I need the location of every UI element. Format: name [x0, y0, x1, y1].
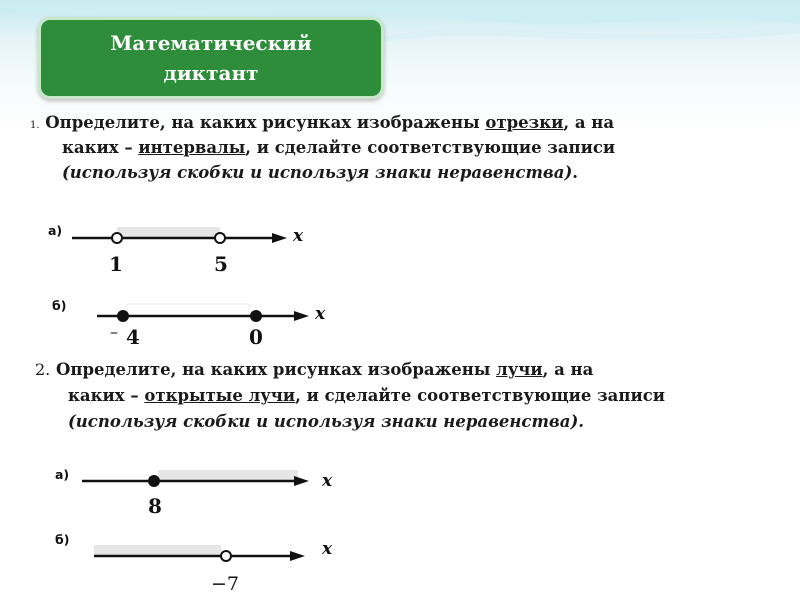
- task-1-italic-note: (используя скобки и используя знаки неравенства): [62, 163, 573, 182]
- figure-2b-label: б): [55, 532, 70, 547]
- minus-sign: –: [110, 322, 118, 341]
- value-1: 1: [109, 252, 123, 276]
- task-2-text-b: , а на: [542, 360, 594, 379]
- title-line-1: Математический: [110, 31, 312, 55]
- closed-point-8: [148, 475, 160, 487]
- open-point-minus-7: [221, 551, 231, 561]
- task-2-italic-note: (используя скобки и используя знаки неравенства).: [68, 412, 585, 431]
- axis-label-x-1b: x: [315, 304, 326, 324]
- ray-shading-2b: [94, 545, 221, 556]
- task-1-text-b: , а на: [563, 113, 615, 132]
- task-2-text-c: каких –: [68, 386, 145, 405]
- value-0: 0: [249, 325, 263, 349]
- value-5: 5: [214, 252, 228, 276]
- task-1-text-a: Определите, на каких рисунках изображены: [45, 113, 486, 132]
- open-point-5: [215, 233, 225, 243]
- task-1-text-c: каких –: [62, 138, 139, 157]
- ray-shading-2a: [158, 470, 298, 481]
- figure-1a-label: а): [48, 223, 63, 238]
- number-line-2b: [94, 545, 305, 561]
- number-line-1a: [72, 227, 287, 243]
- value-8: 8: [148, 494, 162, 518]
- task-2-line-1: [35, 358, 593, 382]
- task-2-text-d: , и сделайте соответствующие записи: [295, 386, 665, 405]
- value-minus-7: −7: [211, 573, 240, 595]
- closed-point-minus-4: [117, 310, 129, 322]
- task-2-line-3: [68, 410, 584, 434]
- open-point-1: [112, 233, 122, 243]
- axis-arrow-2a: [294, 476, 309, 486]
- task-1-segments-word: отрезки: [485, 113, 564, 132]
- axis-label-x-2b: x: [322, 539, 333, 559]
- task-2-line-2: [68, 384, 665, 408]
- axis-arrow-1b: [294, 311, 309, 321]
- value-4: 4: [126, 325, 140, 349]
- task-2-text-a: Определите, на каких рисунках изображены: [50, 360, 497, 379]
- interval-shading-1b: [127, 304, 249, 316]
- task-1-intervals-word: интервалы: [138, 138, 246, 157]
- task-2-number: 2.: [35, 360, 51, 379]
- closed-point-0: [250, 310, 262, 322]
- number-line-2a: [82, 470, 309, 487]
- interval-shading-1a: [117, 227, 220, 238]
- axis-label-x-2a: x: [322, 471, 333, 491]
- axis-arrow-1a: [272, 233, 287, 243]
- axis-arrow-2b: [290, 551, 305, 561]
- task-1-number: 1.: [30, 120, 40, 131]
- task-2-rays-word: лучи: [496, 360, 543, 379]
- task-1-end: .: [572, 163, 579, 182]
- figure-2a-label: а): [55, 467, 70, 482]
- task-2-open-rays-word: открытые лучи: [144, 386, 296, 405]
- title-line-2: диктант: [163, 61, 259, 85]
- figure-1b-label: б): [52, 298, 67, 313]
- number-line-1b: [97, 304, 309, 322]
- task-1-text-d: , и сделайте соответствующие записи: [245, 138, 616, 157]
- axis-label-x-1a: x: [293, 226, 304, 246]
